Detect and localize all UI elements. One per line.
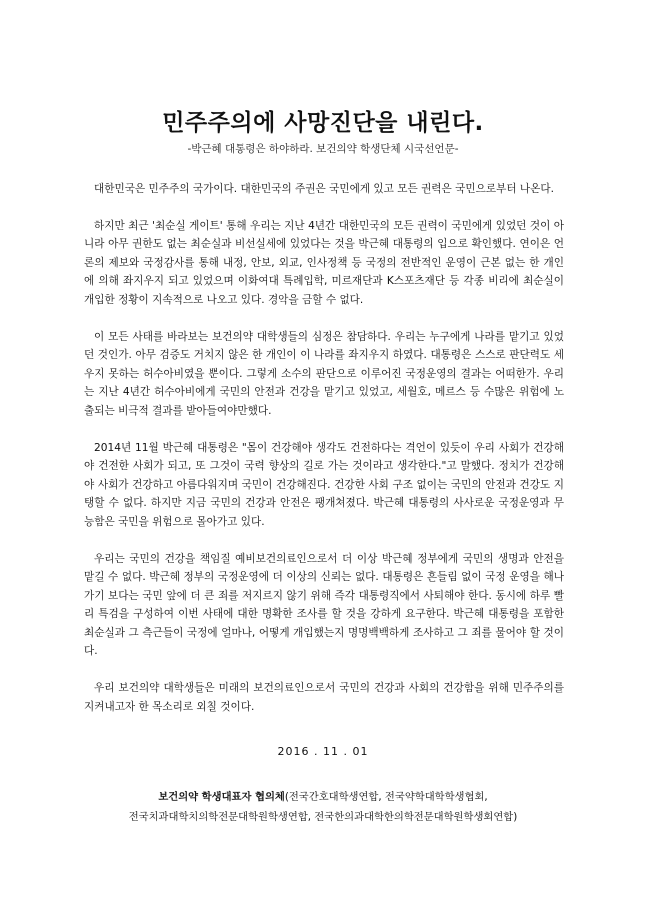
paragraph-6: 우리 보건의약 대학생들은 미래의 보건의료인으로서 국민의 건강과 사회의 건강함을 위해 민주주의를 지켜내고자 한 목소리로 외칠 것이다. xyxy=(84,682,564,713)
signature-block xyxy=(50,787,596,827)
paragraph-1: 대한민국은 민주주의 국가이다. 대한민국의 주권은 국민에게 있고 모든 권력은 국민으로부터 나온다. xyxy=(94,183,554,195)
signature-members-line2: 전국치과대학치의학전문대학원학생연합, 전국한의과대학한의학전문대학원학생회연합) xyxy=(128,811,518,823)
paragraph-2: 하지만 최근 '최순실 게이트' 통해 우리는 지난 4년간 대한민국의 모든 권력이 국민에게 있었던 것이 아니라 아무 권한도 없는 최순실과 비선실세에 있었다는 것을 박근혜 대통령의 입으로 확인했다. 연이은 언론의 제보와 국정감사를 통해 내정, 안보, 외교, 인사정책 등 국정의 전반적인 운영이 근본 없는 한 개인에 의해 좌지우지 되고 있었으며 이화여대 특례입학, 미르재단과 K스포츠재단 등 각종 비리에 최순실이 개입한 정황이 지속적으로 나오고 있다. 경악을 금할 수 없다. xyxy=(84,219,564,306)
signature-org: 보건의약 학생대표자 협의체 xyxy=(158,791,285,803)
document-subtitle: -박근혜 대통령은 하야하라. 보건의약 학생단체 시국선언문- xyxy=(187,143,459,155)
signature-members-line1: (전국간호대학생연합, 전국약학대학학생협회, xyxy=(284,791,488,803)
paragraph-4: 2014년 11월 박근혜 대통령은 "몸이 건강해야 생각도 건전하다는 격언이 있듯이 우리 사회가 건강해야 건전한 사회가 되고, 또 그것이 국력 향상의 길로 가는 것이라고 생각한다."고 말했다. 정치가 건강해야 사회가 건강하고 아름다워지며 국민이 건강해진다. 건강한 사회 구조 없이는 국민의 안전과 건강도 지탱할 수 없다. 하지만 지금 국민의 건강과 안전은 팽개쳐졌다. 박근혜 대통령의 사사로운 국정운영과 무능함은 국민을 위험으로 몰아가고 있다. xyxy=(84,441,564,528)
document-body xyxy=(84,180,564,734)
paragraph-3: 이 모든 사태를 바라보는 보건의약 대학생들의 심정은 참담하다. 우리는 누구에게 나라를 맡기고 있었던 것인가. 아무 검증도 거치지 않은 한 개인이 이 나라를 좌지우지 하였다. 대통령은 스스로 판단력도 세우지 못하는 허수아비였을 뿐이다. 그렇게 소수의 판단으로 이루어진 국정운영의 결과는 어떠한가. 우리는 지난 4년간 허수아비에게 국민의 안전과 건강을 맡기고 있었고, 세월호, 메르스 등 수많은 위험에 노출되는 비극적 결과를 받아들여야만했다. xyxy=(84,330,564,417)
paragraph-5: 우리는 국민의 건강을 책임질 예비보건의료인으로서 더 이상 박근혜 정부에게 국민의 생명과 안전을 맡길 수 없다. 박근혜 정부의 국정운영에 더 이상의 신뢰는 없다. 대통령은 흔들림 없이 국정 운영을 해나가기 보다는 국민 앞에 더 큰 죄를 저지르지 않기 위해 즉각 대통령직에서 사퇴해야 한다. 동시에 하루 빨리 특검을 구성하여 이번 사태에 대한 명확한 조사를 할 것을 강하게 요구한다. 박근혜 대통령을 포함한 최순실과 그 측근들이 국정에 얼마나, 어떻게 개입했는지 명명백백하게 조사하고 그 죄를 물어야 할 것이다. xyxy=(84,552,564,658)
document-date: 2016 . 11 . 01 xyxy=(277,745,369,758)
document-title: 민주주의에 사망진단을 내린다. xyxy=(162,110,484,136)
